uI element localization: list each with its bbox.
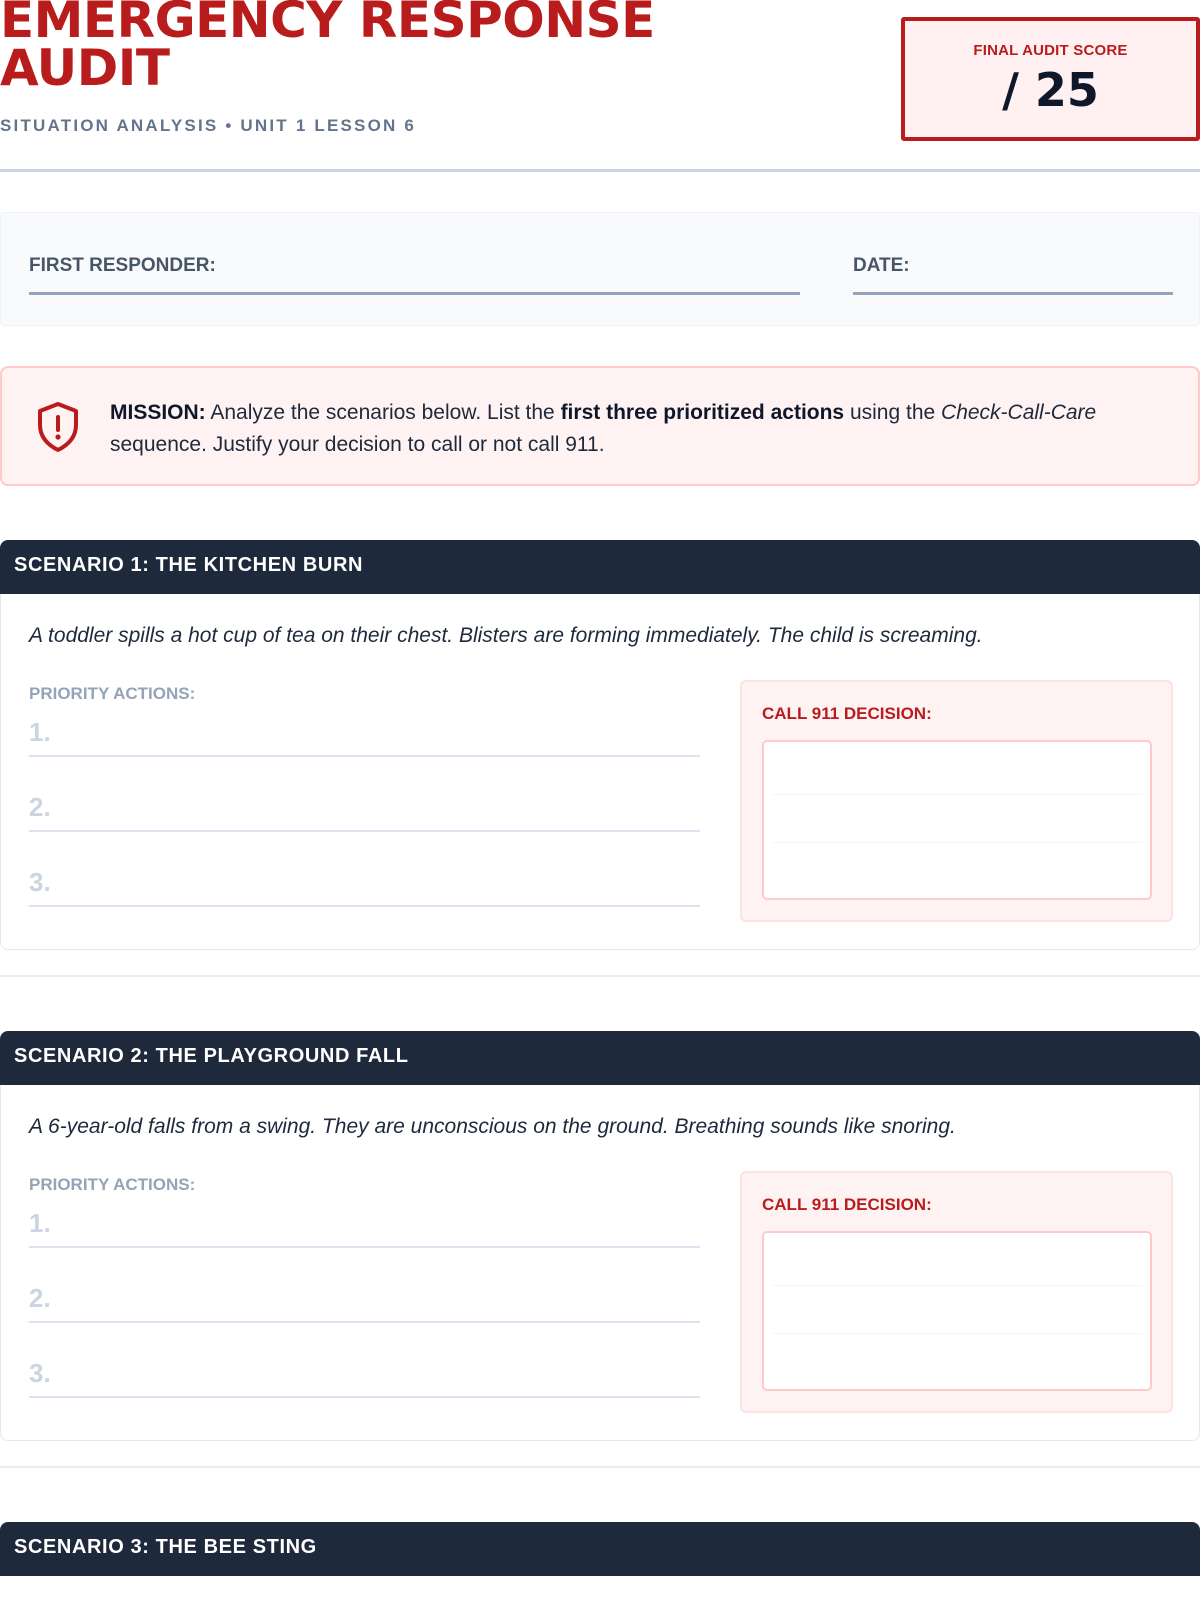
section-divider	[0, 975, 1200, 977]
student-info-bar	[0, 212, 1200, 326]
scenario-title: SCENARIO 1: THE KITCHEN BURN	[0, 540, 1200, 594]
priority-actions-label: PRIORITY ACTIONS:	[29, 1175, 196, 1194]
mission-text-part-1: Analyze the scenarios below. List the	[205, 401, 561, 424]
final-score-box	[901, 17, 1200, 141]
title-line-2: AUDIT	[0, 39, 170, 97]
score-value: / 25	[1002, 63, 1099, 117]
title-line-1: EMERGENCY RESPONSE	[0, 0, 655, 49]
writing-rule	[772, 842, 1142, 843]
call-911-justification-input[interactable]	[762, 740, 1152, 900]
call-911-justification-input[interactable]	[762, 1231, 1152, 1391]
priority-number: 2.	[29, 1283, 51, 1313]
priority-number: 3.	[29, 867, 51, 897]
mission-italic-phrase: Check-Call-Care	[941, 401, 1097, 424]
call-911-label: CALL 911 DECISION:	[762, 704, 932, 723]
page-title	[0, 0, 680, 97]
priority-number: 2.	[29, 792, 51, 822]
priority-action-line-1[interactable]	[29, 1202, 700, 1248]
mission-label: MISSION:	[110, 401, 206, 424]
scenario-title: SCENARIO 2: THE PLAYGROUND FALL	[0, 1031, 1200, 1085]
scenario-card-1	[0, 540, 1200, 950]
priority-number: 1.	[29, 1208, 51, 1238]
writing-rule	[772, 1285, 1142, 1286]
writing-rule	[772, 794, 1142, 795]
mission-text-part-3: sequence. Justify your decision to call or not call 911.	[110, 433, 605, 456]
section-divider	[0, 1466, 1200, 1468]
first-responder-field[interactable]	[29, 255, 800, 295]
page-subtitle: SITUATION ANALYSIS • UNIT 1 LESSON 6	[0, 116, 417, 135]
date-label: DATE:	[853, 255, 910, 276]
call-911-decision-box	[740, 680, 1173, 922]
priority-action-line-3[interactable]	[29, 1352, 700, 1398]
scenario-body	[0, 1085, 1200, 1441]
date-field[interactable]	[853, 255, 1173, 295]
scenario-title: SCENARIO 3: THE BEE STING	[0, 1522, 1200, 1576]
mission-bold-phrase: first three prioritized actions	[560, 401, 845, 424]
priority-action-line-3[interactable]	[29, 861, 700, 907]
shield-alert-icon	[36, 401, 80, 453]
priority-number: 1.	[29, 717, 51, 747]
scenario-body	[0, 594, 1200, 950]
scenario-description: A toddler spills a hot cup of tea on their chest. Blisters are forming immediately. The child is screaming.	[29, 624, 983, 647]
priority-action-line-1[interactable]	[29, 711, 700, 757]
mission-banner	[0, 366, 1200, 486]
mission-text-part-2: using the	[844, 401, 942, 424]
scenario-description: A 6-year-old falls from a swing. They are unconscious on the ground. Breathing sounds like snoring.	[29, 1115, 956, 1138]
priority-action-line-2[interactable]	[29, 786, 700, 832]
priority-action-line-2[interactable]	[29, 1277, 700, 1323]
first-responder-label: FIRST RESPONDER:	[29, 255, 216, 276]
scenario-card-3	[0, 1522, 1200, 1576]
call-911-decision-box	[740, 1171, 1173, 1413]
score-label: FINAL AUDIT SCORE	[973, 42, 1128, 59]
worksheet-header	[0, 0, 1200, 172]
priority-number: 3.	[29, 1358, 51, 1388]
call-911-label: CALL 911 DECISION:	[762, 1195, 932, 1214]
writing-rule	[772, 1333, 1142, 1334]
priority-actions-label: PRIORITY ACTIONS:	[29, 684, 196, 703]
scenario-card-2	[0, 1031, 1200, 1441]
mission-text	[110, 397, 1150, 461]
